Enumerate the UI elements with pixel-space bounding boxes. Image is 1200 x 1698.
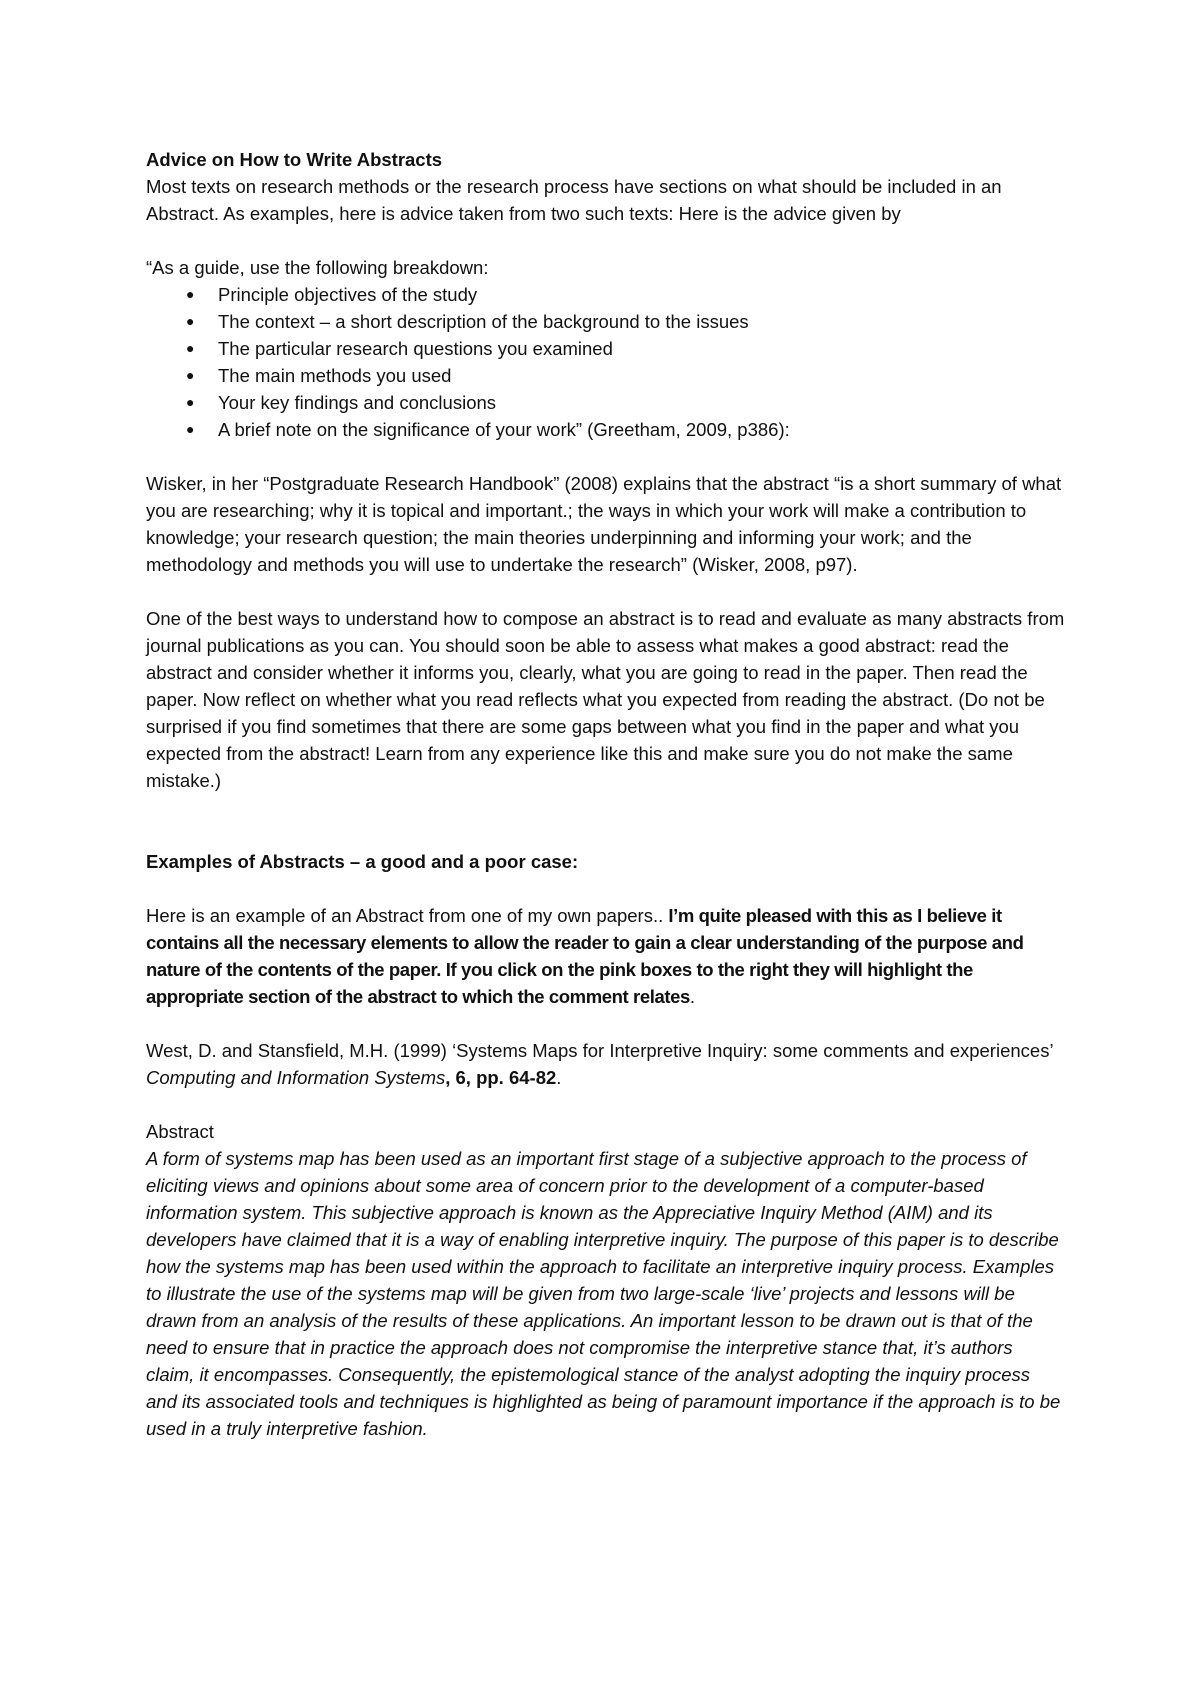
example-bold-text: I’m quite pleased with this as I believe it contains all the necessary elements to allow the reader to gain a clear understanding of the purpose and nature of the contents of the paper. If you click on the pink boxes to the right they will highlight the appropriate section of the abstract to which the comment relates: [146, 905, 1024, 1007]
best-ways-paragraph: One of the best ways to understand how to compose an abstract is to read and evaluate as many abstracts from journal publications as you can. You should soon be able to assess what makes a good abstract: read the abstract and consider whether it informs you, clearly, what you are going to read in the paper. Then read the paper. Now reflect on whether what you read reflects what you expected from reading the abstract. (Do not be surprised if you find sometimes that there are some gaps between what you find in the paper and what you expected from the abstract! Learn from any experience like this and make sure you do not make the same mistake.): [146, 608, 1065, 791]
bullet-icon: ●: [186, 421, 195, 437]
breakdown-list: [146, 281, 1066, 443]
intro-paragraph: Most texts on research methods or the research process have sections on what should be included in an Abstract. As examples, here is advice taken from two such texts: Here is the advice given by: [146, 176, 1002, 224]
list-item: ● The main methods you used: [146, 362, 1066, 389]
list-item: ● Your key findings and conclusions: [146, 389, 1066, 416]
citation: [146, 1037, 1066, 1091]
citation-journal: Computing and Information Systems: [146, 1067, 446, 1088]
list-item: ● A brief note on the significance of your work” (Greetham, 2009, p386):: [146, 416, 1066, 443]
heading-examples: Examples of Abstracts – a good and a poor case:: [146, 851, 579, 872]
citation-volume: , 6, pp. 64-82: [445, 1067, 557, 1088]
abstract-text: A form of systems map has been used as an important first stage of a subjective approach to the process of eliciting views and opinions about some area of concern prior to the development of a computer-based information system. This subjective approach is known as the Appreciative Inquiry Method (AIM) and its developers have claimed that it is a way of enabling interpretive inquiry. The purpose of this paper is to describe how the systems map has been used within the approach to facilitate an interpretive inquiry process. Examples to illustrate the use of the systems map will be given from two large-scale ‘live’ projects and lessons will be drawn from an analysis of the results of these applications. An important lesson to be drawn out is that of the need to ensure that in practice the approach does not compromise the interpretive stance that, it’s authors claim, it encompasses. Consequently, the epistemological stance of the analyst adopting the inquiry process and its associated tools and techniques is highlighted as being of paramount importance if the approach is to be used in a truly interpretive fashion.: [146, 1148, 1061, 1439]
list-item: ● The context – a short description of the background to the issues: [146, 308, 1066, 335]
abstract-label: Abstract: [146, 1121, 214, 1142]
document-page: [146, 146, 1066, 1442]
bullet-icon: ●: [186, 394, 195, 410]
bullet-icon: ●: [186, 340, 195, 356]
citation-end: .: [556, 1067, 562, 1088]
example-paragraph: [146, 902, 1066, 1010]
list-item: ● The particular research questions you examined: [146, 335, 1066, 362]
wisker-paragraph: Wisker, in her “Postgraduate Research Handbook” (2008) explains that the abstract “is a short summary of what you are researching; why it is topical and important.; the ways in which your work will make a contribution to knowledge; your research question; the main theories underpinning and informing your work; and the methodology and methods you will use to undertake the research” (Wisker, 2008, p97).: [146, 473, 1062, 575]
heading-advice: Advice on How to Write Abstracts: [146, 149, 443, 170]
bullet-icon: ●: [186, 313, 195, 329]
bullet-icon: ●: [186, 367, 195, 383]
list-item: ● Principle objectives of the study: [146, 281, 1066, 308]
example-plain-text: Here is an example of an Abstract from one of my own papers..: [146, 905, 669, 926]
example-end: .: [689, 986, 696, 1007]
citation-authors: West, D. and Stansfield, M.H. (1999) ‘Systems Maps for Interpretive Inquiry: some comments and experiences’: [146, 1040, 1053, 1061]
bullet-icon: ●: [186, 286, 195, 302]
guide-intro: “As a guide, use the following breakdown:: [146, 257, 489, 278]
